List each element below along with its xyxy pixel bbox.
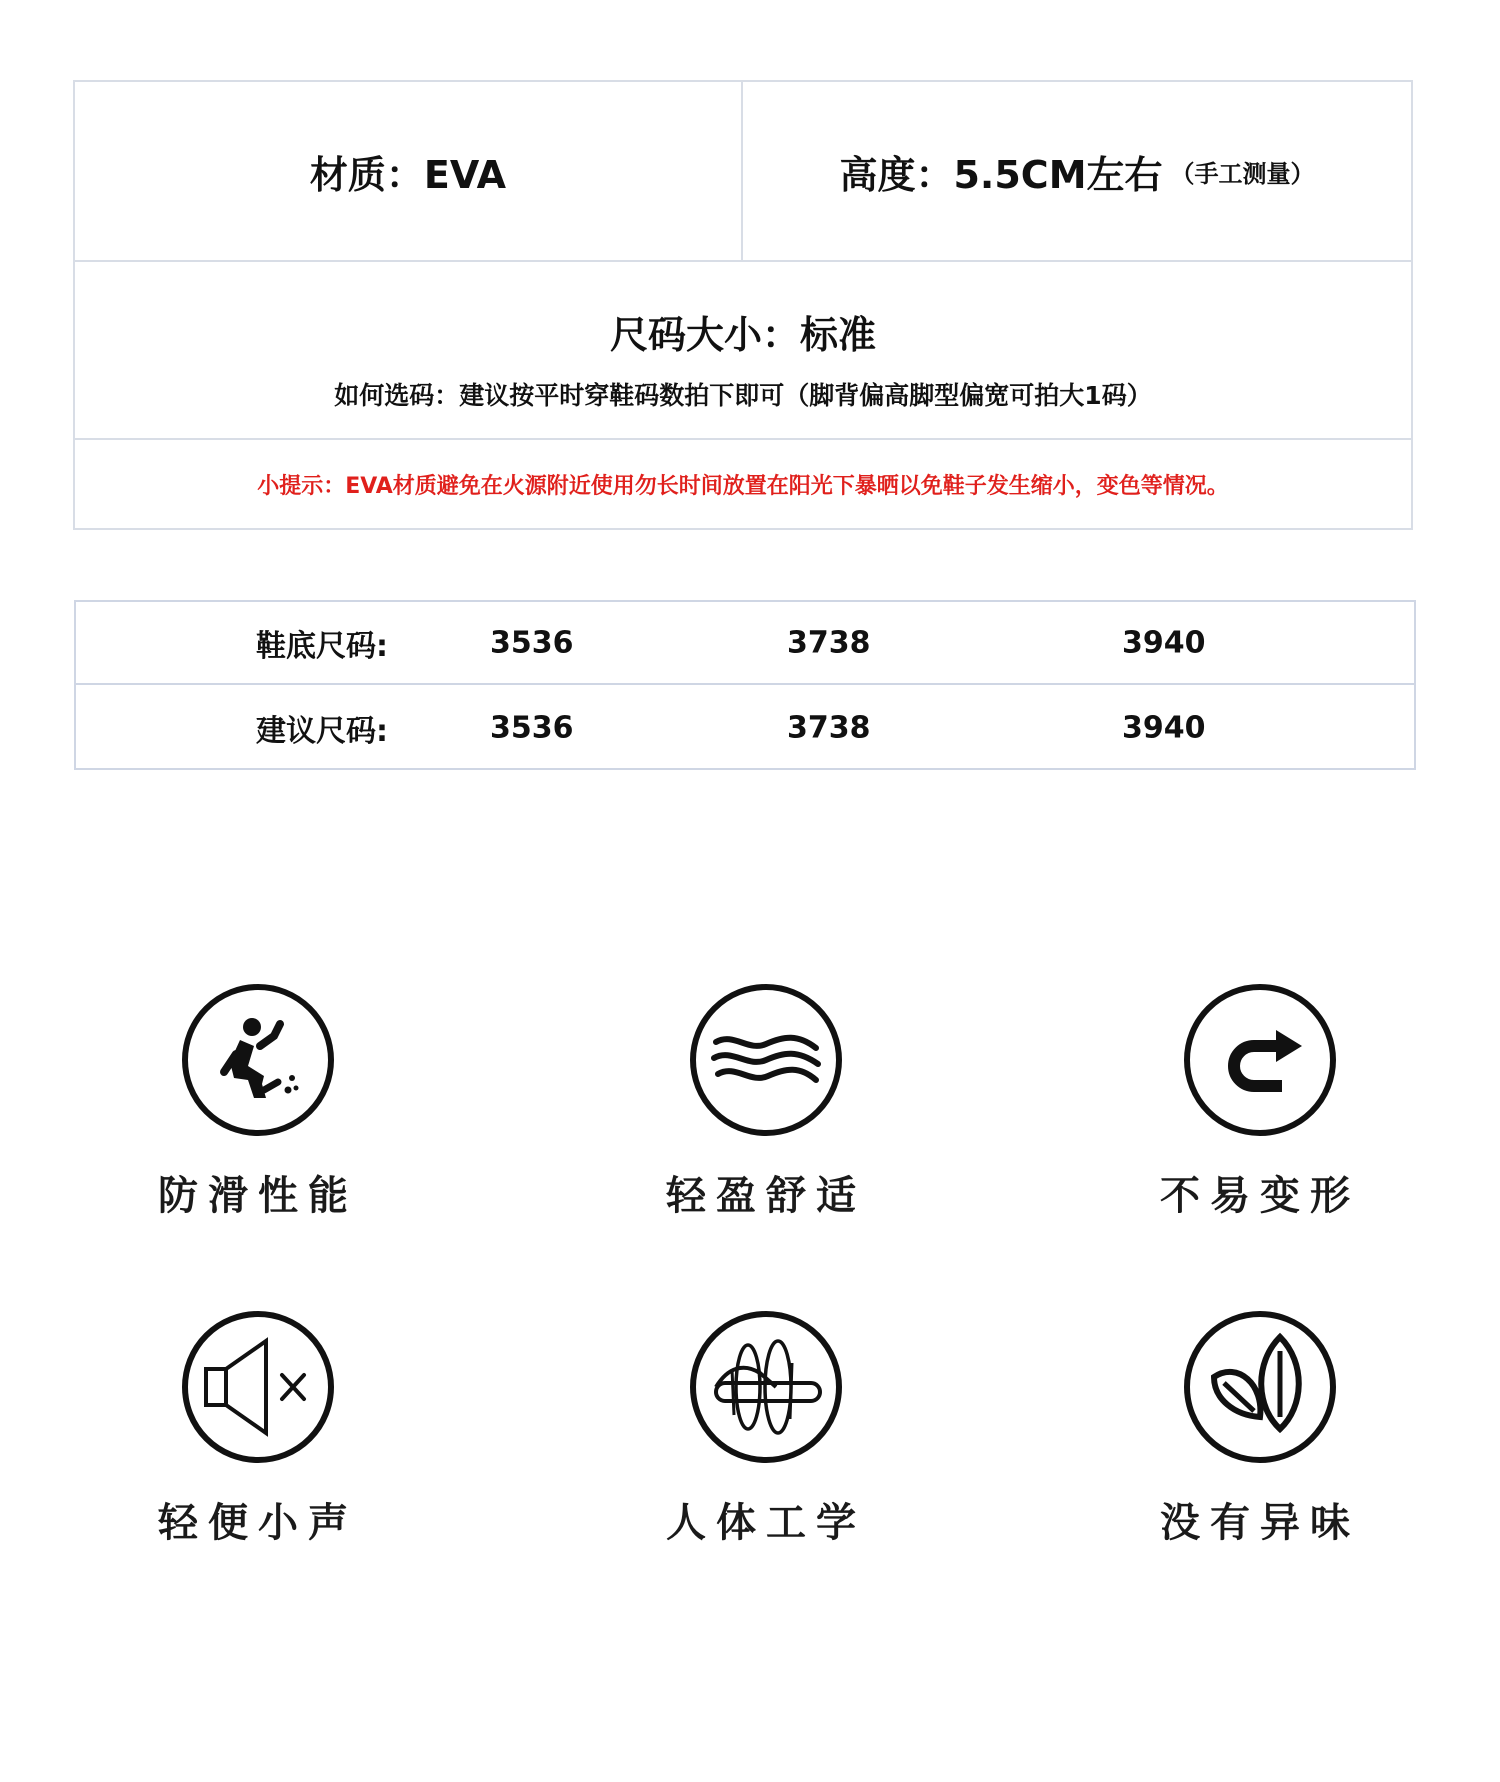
height-cell (743, 82, 1411, 260)
feature-light-comfort (616, 980, 916, 1221)
leaf-icon (1180, 1307, 1340, 1467)
feature-label: 不易变形 (1160, 1173, 1360, 1219)
table-cell: 3738 (787, 710, 871, 745)
size-title: 尺码大小：标准 (609, 313, 876, 357)
feature-odorless (1110, 1307, 1410, 1548)
speaker-mute-icon (178, 1307, 338, 1467)
table-cell: 3940 (1122, 710, 1206, 745)
size-advice: 如何选码：建议按平时穿鞋码数拍下即可（脚背偏高脚型偏宽可拍大1码） (334, 381, 1152, 410)
product-info-table (73, 80, 1413, 530)
info-row-material-height (75, 82, 1411, 262)
size-table (74, 600, 1416, 770)
return-arrow-icon (1180, 980, 1340, 1140)
row-label: 鞋底尺码: (256, 628, 388, 664)
info-row-size (75, 262, 1411, 440)
ergonomic-sole-icon (686, 1307, 846, 1467)
feature-label: 轻便小声 (158, 1500, 358, 1546)
table-row (76, 602, 1414, 685)
feature-quiet (108, 1307, 408, 1548)
feature-anti-slip (108, 980, 408, 1221)
table-cell: 3536 (490, 625, 574, 660)
wave-lines-icon (686, 980, 846, 1140)
table-cell: 3536 (490, 710, 574, 745)
feature-label: 没有异味 (1160, 1500, 1360, 1546)
slip-person-icon (178, 980, 338, 1140)
height-text: 高度：5.5CM左右 (839, 152, 1163, 197)
material-cell (75, 82, 743, 260)
row-label: 建议尺码: (256, 713, 388, 749)
feature-label: 人体工学 (666, 1500, 866, 1546)
feature-shape-retention (1110, 980, 1410, 1221)
tip-row (75, 440, 1411, 528)
tip-text: 小提示：EVA材质避免在火源附近使用勿长时间放置在阳光下暴晒以免鞋子发生缩小，变色等情况。 (257, 473, 1229, 499)
table-cell: 3738 (787, 625, 871, 660)
table-cell: 3940 (1122, 625, 1206, 660)
table-row (76, 686, 1414, 769)
feature-ergonomic (616, 1307, 916, 1548)
feature-label: 轻盈舒适 (666, 1173, 866, 1219)
material-text: 材质：EVA (309, 152, 507, 197)
feature-label: 防滑性能 (158, 1173, 358, 1219)
height-note: （手工测量） (1170, 159, 1315, 188)
